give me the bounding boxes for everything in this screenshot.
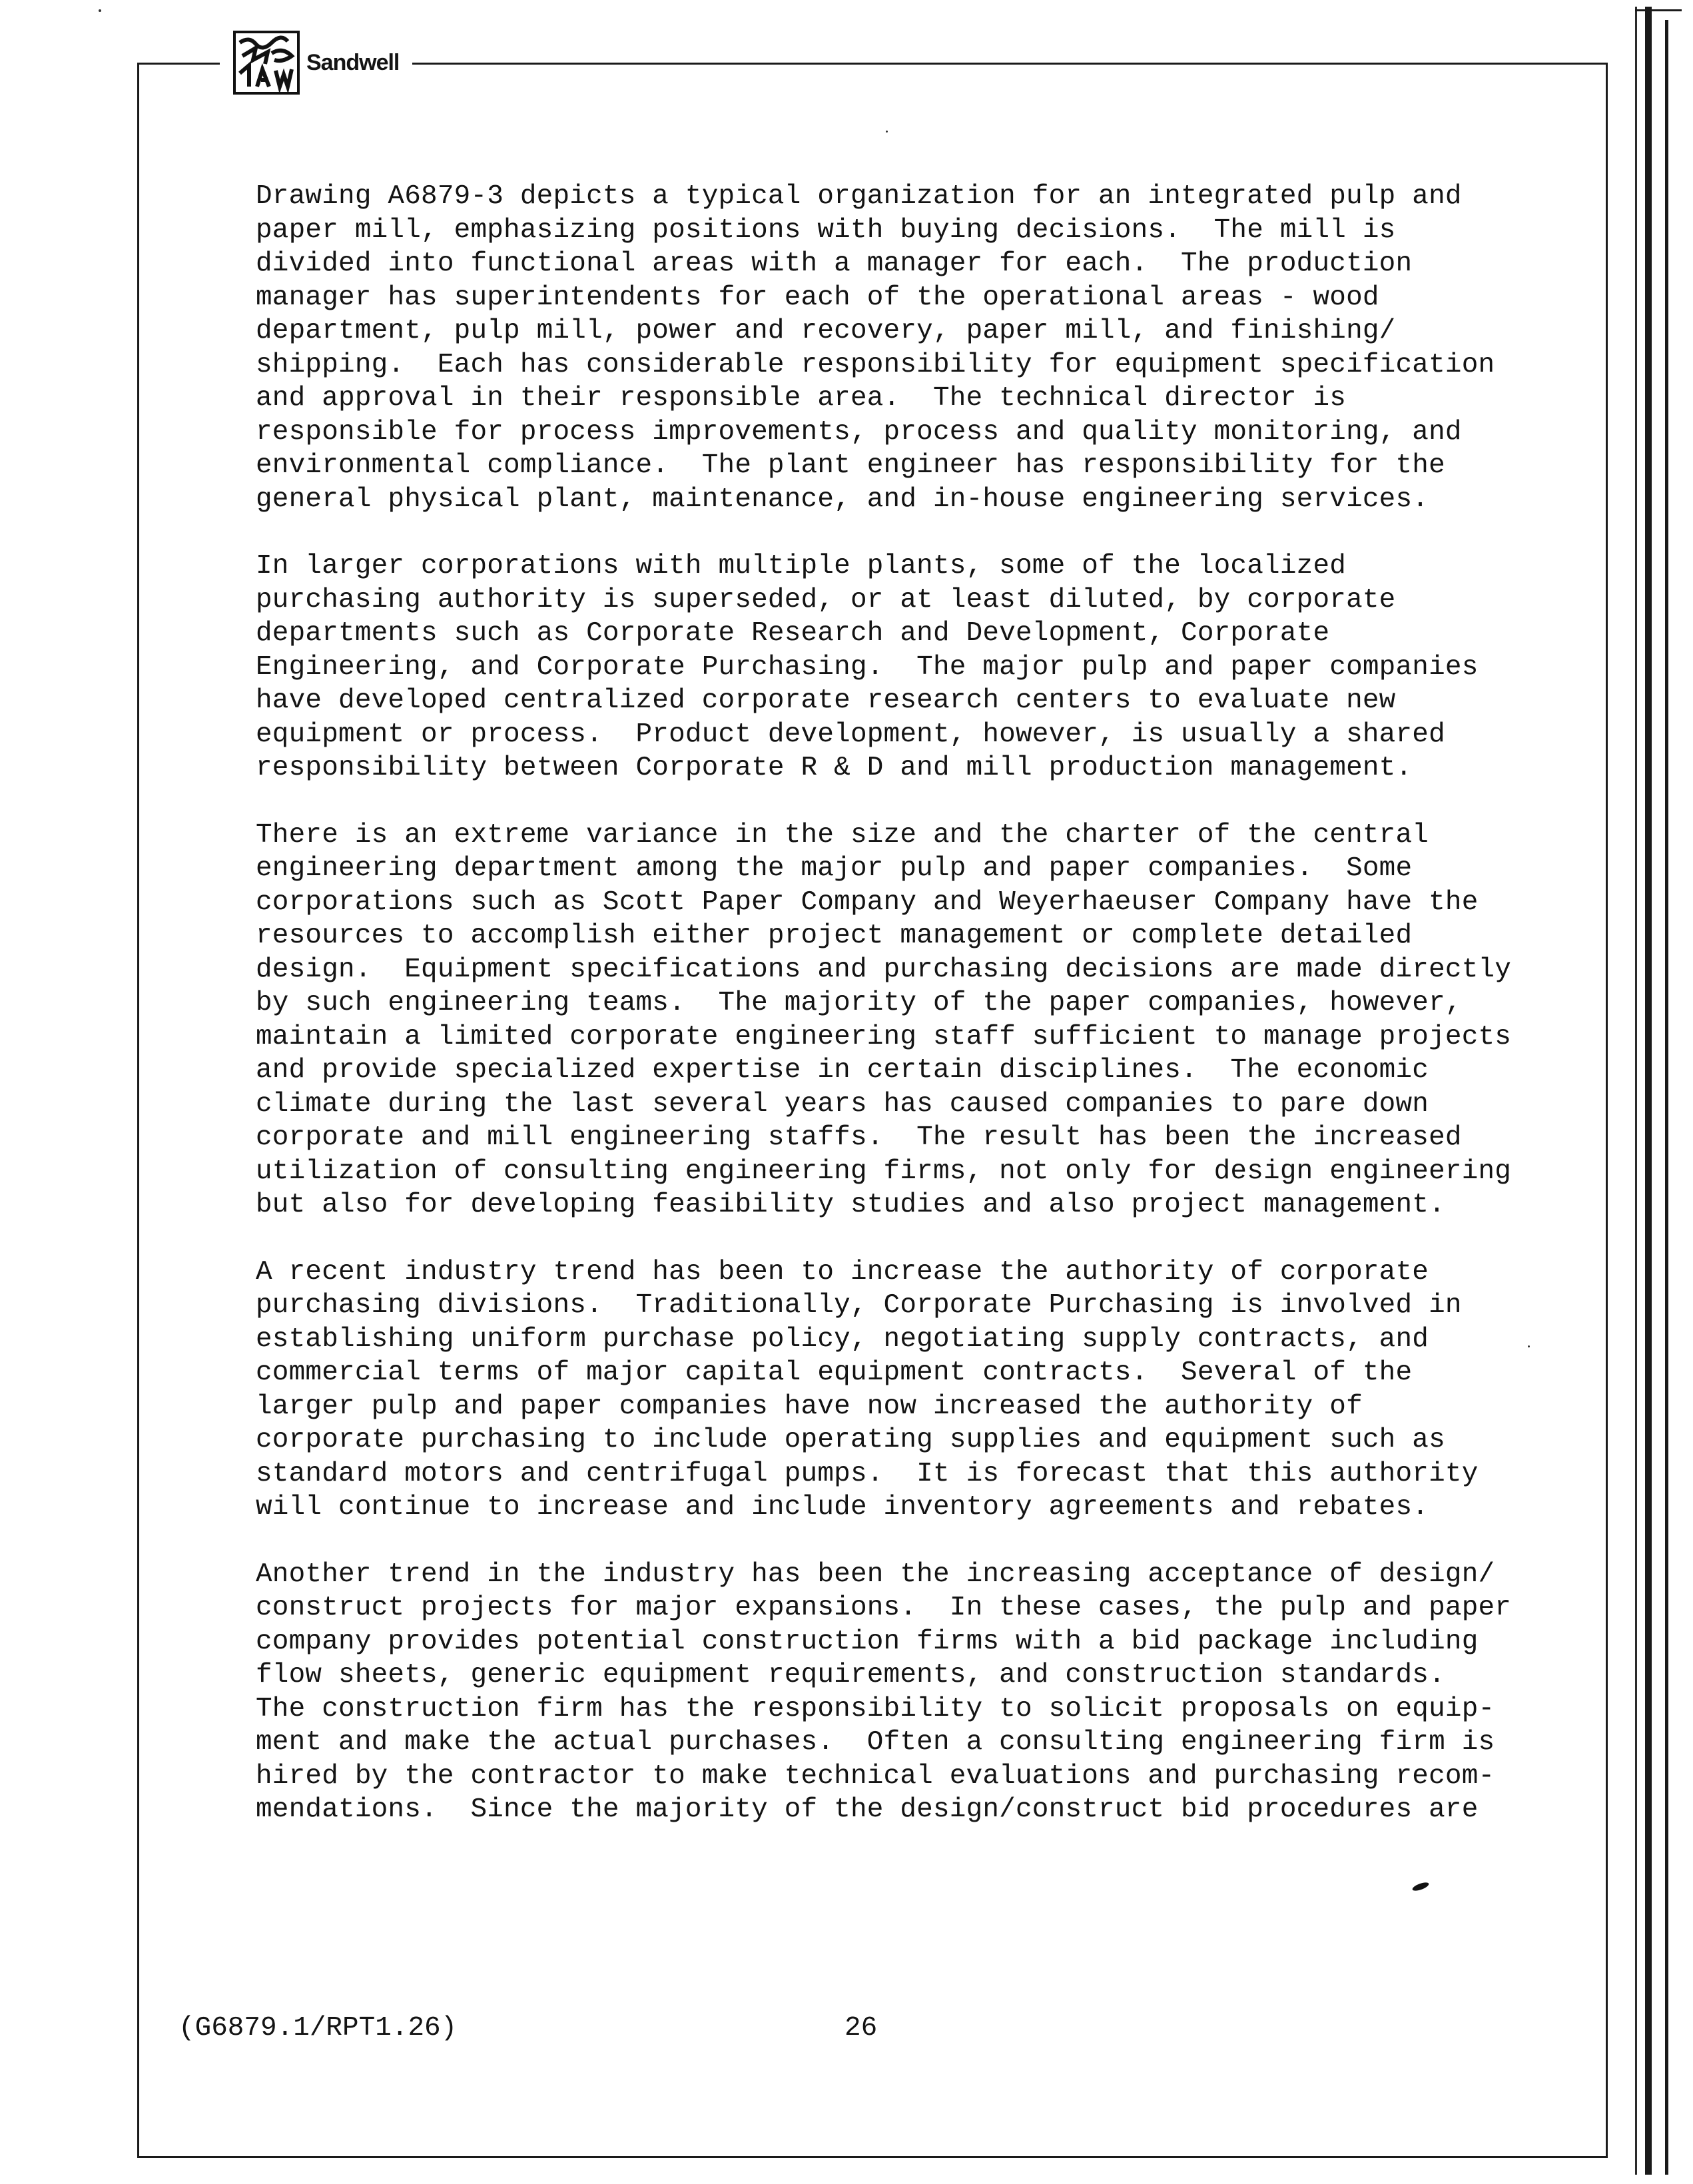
sandwell-logo	[233, 31, 300, 95]
letterhead	[220, 29, 412, 96]
binding-edge-tick	[1635, 9, 1682, 11]
document-reference: (G6879.1/RPT1.26)	[178, 2013, 458, 2043]
binding-edge-line	[1635, 7, 1637, 2175]
paragraph-purchasing-trend: A recent industry trend has been to increase the authority of corporate purchasing divisions. Traditionally, Corporate Purchasing is involved in establishing uniform purchase policy, negotiating supply contracts, and commercial terms of major capital equipment contracts. Several of the larger pulp and paper companies have now increased the authority of corporate purchasing to include operating supplies and equipment such as standard motors and centrifugal pumps. It is forecast that this authority will continue to increase and include inventory agreements and rebates.	[256, 1256, 1479, 1523]
brand-name: Sandwell	[306, 49, 400, 75]
page-number: 26	[845, 2013, 878, 2043]
scan-speck	[1528, 1345, 1530, 1347]
document-body	[256, 180, 1561, 1860]
paragraph-corporations: In larger corporations with multiple plants, some of the localized purchasing authority is superseded, or at least diluted, by corporate departments such as Corporate Research and Development, Corporate Engineering, and Corporate Purchasing. The major pulp and paper companies have developed centralized corporate research centers to evaluate new equipment or process. Product development, however, is usually a shared responsibility between Corporate R & D and mill production management.	[256, 551, 1479, 783]
scan-speck	[99, 9, 101, 12]
scan-speck	[886, 131, 888, 133]
paragraph-design-construct: Another trend in the industry has been the increasing acceptance of design/ construct projects for major expansions. In these cases, the pulp and paper company provides potential construction firms with a bid package including flow sheets, generic equipment requirements, and construction standards. The construction firm has the responsibility to solicit proposals on equip- ment and make the actual purchases. Often a consulting engineering firm is hired by the contractor to make technical evaluations and purchasing recom- mendations. Since the majority of the design/construct bid procedures are	[256, 1559, 1512, 1825]
logo-emblem-icon	[236, 33, 297, 92]
paragraph-organization: Drawing A6879-3 depicts a typical organization for an integrated pulp and paper mill, emphasizing positions with buying decisions. The mill is divided into functional areas with a manager for each. The production manager has superintendents for each of the operational areas - wood department, pulp mill, power and recovery, paper mill, and finishing/ shipping. Each has considerable responsibility for equipment specification and approval in their responsible area. The technical director is responsible for process improvements, process and quality monitoring, and environmental compliance. The plant engineer has responsibility for the general physical plant, maintenance, and in-house engineering services.	[256, 181, 1495, 515]
paragraph-engineering: There is an extreme variance in the size and the charter of the central engineering department among the major pulp and paper companies. Some corporations such as Scott Paper Company and Weyerhaeuser Company have the resources to accomplish either project management or complete detailed design. Equipment specifications and purchasing decisions are made directly by such engineering teams. The majority of the paper companies, however, maintain a limited corporate engineering staff sufficient to manage projects and provide specialized expertise in certain disciplines. The economic climate during the last several years has caused companies to pare down corporate and mill engineering staffs. The result has been the increased utilization of consulting engineering firms, not only for design engineering but also for developing feasibility studies and also project management.	[256, 819, 1512, 1220]
binding-edge-heavy	[1645, 7, 1652, 2175]
binding-edge-outer	[1665, 20, 1668, 2175]
